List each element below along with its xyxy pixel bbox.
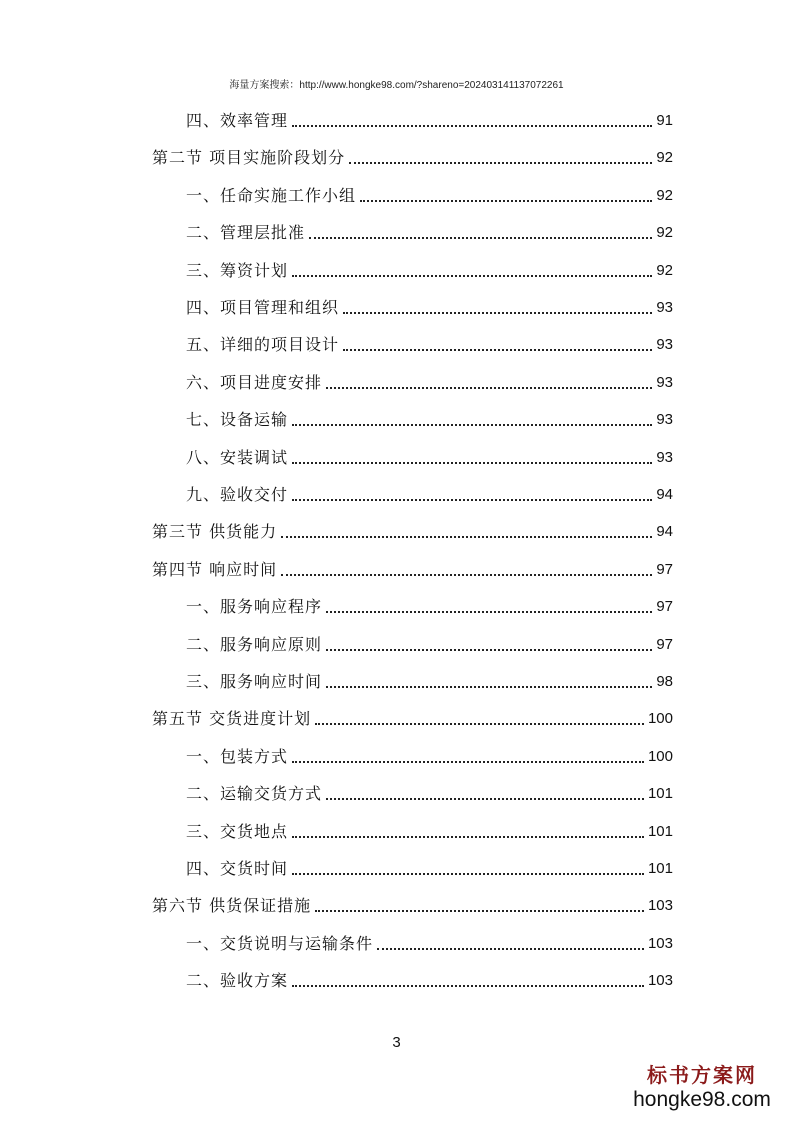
- toc-entry[interactable]: [186, 587, 673, 617]
- toc-entry-page: 93: [656, 448, 673, 466]
- toc-entry-page: 92: [656, 224, 673, 242]
- toc-entry-title: 四、交货时间: [186, 859, 289, 878]
- toc-entry-title: 第二节 项目实施阶段划分: [152, 148, 346, 168]
- toc-dot-leader: [292, 873, 644, 875]
- toc-entry-title: 九、验收交付: [186, 485, 289, 504]
- toc-entry-title: 三、服务响应时间: [186, 672, 323, 691]
- toc-entry-page: 92: [656, 149, 673, 167]
- toc-entry-title: 一、包装方式: [186, 746, 289, 766]
- toc-entry-page: 94: [656, 486, 673, 503]
- toc-dot-leader: [281, 536, 652, 538]
- toc-entry-title: 三、交货地点: [186, 821, 289, 841]
- toc-entry-title: 二、验收方案: [186, 971, 289, 991]
- toc-dot-leader: [326, 387, 652, 389]
- toc-entry-title: 七、设备运输: [186, 410, 289, 430]
- toc-entry-page: 103: [647, 897, 673, 915]
- toc-entry[interactable]: [186, 325, 673, 355]
- toc-entry-page: 93: [656, 373, 673, 391]
- toc-dot-leader: [292, 985, 644, 987]
- toc-entry[interactable]: [152, 699, 673, 729]
- toc-entry-page: 100: [647, 747, 673, 765]
- toc-entry-title: 五、详细的项目设计: [186, 335, 340, 355]
- toc-entry-title: 三、筹资计划: [186, 260, 289, 280]
- toc-dot-leader: [292, 462, 652, 464]
- document-header-url: 海量方案搜索：http://www.hongke98.com/?shareno=202403141137072261: [229, 80, 564, 91]
- toc-entry-title: 二、运输交货方式: [186, 784, 323, 804]
- toc-entry[interactable]: [186, 475, 673, 505]
- toc-entry-page: 98: [656, 673, 673, 690]
- toc-dot-leader: [349, 162, 652, 164]
- toc-dot-leader: [292, 761, 644, 763]
- toc-entry[interactable]: [186, 625, 673, 655]
- toc-entry[interactable]: [186, 774, 673, 804]
- toc-entry[interactable]: [186, 662, 673, 692]
- toc-entry-title: 一、交货说明与运输条件: [186, 933, 374, 953]
- toc-entry-page: 93: [656, 411, 673, 429]
- toc-entry[interactable]: [186, 288, 673, 318]
- toc-dot-leader: [292, 125, 652, 127]
- toc-entry[interactable]: [186, 363, 673, 393]
- toc-entry[interactable]: [152, 550, 673, 580]
- toc-entry-page: 97: [656, 635, 673, 653]
- toc-dot-leader: [292, 424, 652, 426]
- toc-dot-leader: [326, 649, 652, 651]
- toc-dot-leader: [343, 312, 652, 314]
- toc-entry[interactable]: [186, 961, 673, 991]
- toc-entry[interactable]: [186, 812, 673, 842]
- toc-entry-title: 第四节 响应时间: [152, 559, 278, 579]
- toc-entry-page: 103: [647, 972, 673, 990]
- toc-dot-leader: [281, 574, 652, 576]
- toc-entry-page: 103: [647, 934, 673, 952]
- toc-entry-title: 四、效率管理: [186, 111, 289, 130]
- toc-entry-page: 97: [656, 560, 673, 578]
- toc-entry[interactable]: [186, 251, 673, 281]
- toc-dot-leader: [360, 200, 652, 202]
- toc-dot-leader: [292, 836, 644, 838]
- toc-dot-leader: [343, 349, 652, 351]
- toc-entry-page: 93: [656, 299, 673, 316]
- toc-dot-leader: [309, 237, 652, 239]
- toc-entry[interactable]: [186, 438, 673, 468]
- toc-entry-page: 94: [656, 523, 673, 541]
- toc-entry[interactable]: [186, 101, 673, 131]
- toc-entry-page: 101: [647, 785, 673, 803]
- toc-entry[interactable]: [152, 886, 673, 916]
- toc-dot-leader: [315, 723, 644, 725]
- toc-entry-title: 第五节 交货进度计划: [152, 709, 312, 729]
- toc-entry-page: 92: [656, 261, 673, 279]
- toc-entry-title: 二、管理层批准: [186, 223, 306, 243]
- toc-entry-title: 第六节 供货保证措施: [152, 896, 312, 916]
- toc-entry-title: 八、安装调试: [186, 447, 289, 467]
- toc-dot-leader: [326, 611, 652, 613]
- watermark-logo: [627, 1062, 777, 1112]
- toc-entry-title: 一、任命实施工作小组: [186, 185, 357, 205]
- toc-entry[interactable]: [152, 138, 673, 168]
- toc-dot-leader: [377, 948, 644, 950]
- toc-entry[interactable]: [186, 924, 673, 954]
- toc-entry-title: 一、服务响应程序: [186, 597, 323, 617]
- toc-entry[interactable]: [186, 176, 673, 206]
- toc-dot-leader: [326, 686, 652, 688]
- toc-entry[interactable]: [186, 213, 673, 243]
- toc-entry-page: 101: [647, 860, 673, 877]
- toc-entry[interactable]: [186, 737, 673, 767]
- toc-entry-page: 93: [656, 336, 673, 354]
- toc-entry-page: 101: [647, 822, 673, 840]
- toc-entry-title: 二、服务响应原则: [186, 634, 323, 654]
- toc-dot-leader: [292, 499, 652, 501]
- toc-entry-title: 四、项目管理和组织: [186, 298, 340, 317]
- watermark-title: 标书方案网: [647, 1063, 757, 1087]
- toc-entry-title: 第三节 供货能力: [152, 522, 278, 542]
- toc-entry-page: 91: [656, 112, 673, 129]
- toc-entry-page: 92: [656, 186, 673, 204]
- toc-dot-leader: [292, 275, 652, 277]
- watermark-domain: hongke98.com: [633, 1088, 771, 1111]
- toc-entry[interactable]: [152, 512, 673, 542]
- toc-entry[interactable]: [186, 400, 673, 430]
- toc-entry-page: 100: [647, 710, 673, 728]
- toc-entry[interactable]: [186, 849, 673, 879]
- toc-entry-page: 97: [656, 598, 673, 616]
- toc-entry-title: 六、项目进度安排: [186, 372, 323, 392]
- toc-dot-leader: [315, 910, 644, 912]
- page-number: 3: [392, 1034, 401, 1051]
- toc-dot-leader: [326, 798, 644, 800]
